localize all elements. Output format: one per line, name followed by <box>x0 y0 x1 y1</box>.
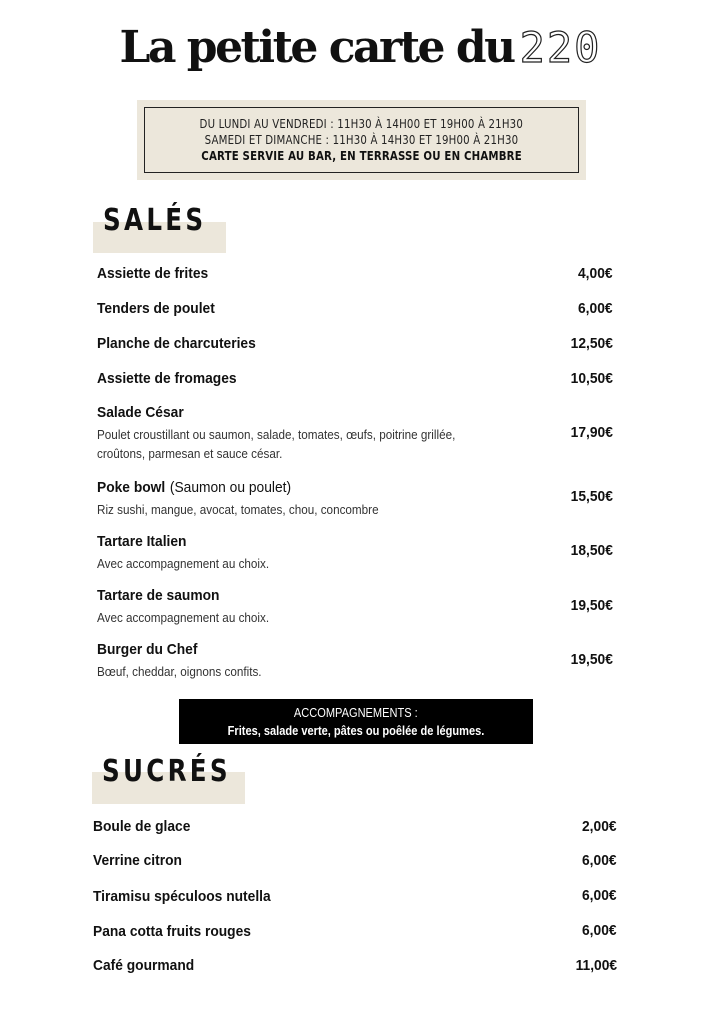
menu-item-price: 6,00€ <box>582 922 617 939</box>
menu-item-price: 19,50€ <box>570 597 613 614</box>
menu-item-price: 11,00€ <box>575 957 617 974</box>
menu-item-desc: Riz sushi, mangue, avocat, tomates, chou, concombre <box>97 502 379 517</box>
hours-box <box>137 100 586 180</box>
menu-item-price: 4,00€ <box>578 265 613 282</box>
menu-item-name: Café gourmand <box>93 957 195 974</box>
menu-item-name: Verrine citron <box>93 852 182 869</box>
hours-weekday: DU LUNDI AU VENDREDI : 11H30 À 14H00 ET 19H00 À 21H30 <box>199 117 524 131</box>
sides-title: ACCOMPAGNEMENTS : <box>294 704 418 720</box>
menu-item-price: 15,50€ <box>570 488 613 505</box>
menu-item-desc: Avec accompagnement au choix. <box>97 610 270 625</box>
menu-item-name: Assiette de frites <box>97 265 209 282</box>
menu-item-price: 6,00€ <box>582 887 617 904</box>
menu-item-desc: croûtons, parmesan et sauce césar. <box>97 446 283 461</box>
menu-item-price: 6,00€ <box>582 852 617 869</box>
menu-item-price: 12,50€ <box>570 335 613 352</box>
menu-item-name: Tartare de saumon <box>97 587 220 604</box>
section-title-sales: SALÉS <box>103 203 207 238</box>
menu-item-name: Tenders de poulet <box>97 300 215 317</box>
menu-item-name: Boule de glace <box>93 818 191 835</box>
menu-item-title: Poke bowl <box>97 479 166 496</box>
menu-item-name: Assiette de fromages <box>97 370 237 387</box>
menu-item-price: 18,50€ <box>570 542 613 559</box>
menu-item-desc: Poulet croustillant ou saumon, salade, tomates, œufs, poitrine grillée, <box>97 427 456 442</box>
menu-item-name: Burger du Chef <box>97 641 198 658</box>
menu-item-price: 10,50€ <box>570 370 613 387</box>
hours-frame <box>144 107 579 173</box>
sides-text: Frites, salade verte, pâtes ou poêlée de légumes. <box>227 722 485 738</box>
menu-item-desc: Avec accompagnement au choix. <box>97 556 270 571</box>
menu-item-name: Planche de charcuteries <box>97 335 256 352</box>
menu-item-name <box>97 479 291 496</box>
menu-item-name: Pana cotta fruits rouges <box>93 923 251 940</box>
title-text: La petite carte du <box>119 22 514 73</box>
page-title <box>0 22 721 73</box>
menu-item-price: 19,50€ <box>570 651 613 668</box>
menu-item-price: 17,90€ <box>570 424 613 441</box>
hours-weekend: SAMEDI ET DIMANCHE : 11H30 À 14H30 ET 19H00 À 21H30 <box>204 133 519 147</box>
menu-item-price: 2,00€ <box>582 818 617 835</box>
menu-item-note: (Saumon ou poulet) <box>169 479 292 496</box>
menu-item-price: 6,00€ <box>578 300 613 317</box>
section-title-sucres: SUCRÉS <box>102 754 231 789</box>
sides-banner <box>179 699 533 744</box>
menu-item-name: Tiramisu spéculoos nutella <box>93 888 271 905</box>
hours-service-note: CARTE SERVIE AU BAR, EN TERRASSE OU EN CHAMBRE <box>201 149 522 163</box>
title-number: 220 <box>519 23 602 72</box>
menu-item-desc: Bœuf, cheddar, oignons confits. <box>97 664 262 679</box>
menu-item-name: Salade César <box>97 404 184 421</box>
menu-item-name: Tartare Italien <box>97 533 187 550</box>
